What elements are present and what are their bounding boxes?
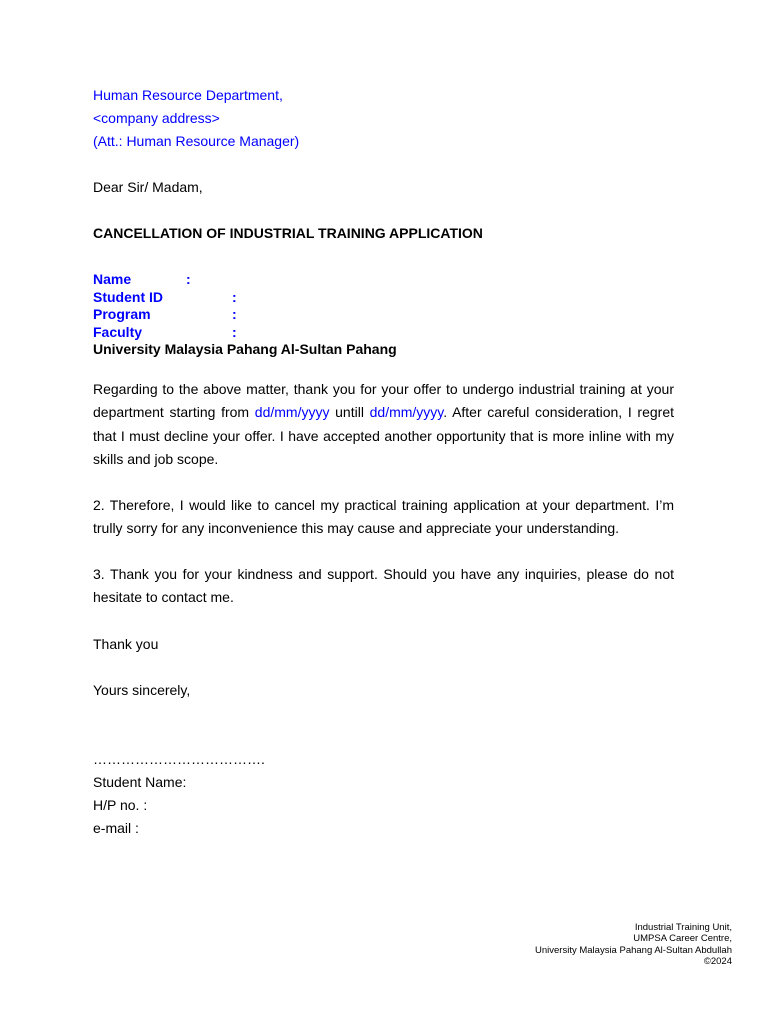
university-name: University Malaysia Pahang Al-Sultan Pahang <box>93 341 397 357</box>
program-colon: : <box>232 306 237 322</box>
footer <box>535 922 732 968</box>
footer-copyright: ©2024 <box>703 956 732 968</box>
yours-sincerely: Yours sincerely, <box>93 682 191 698</box>
recipient-attention: (Att.: Human Resource Manager) <box>93 133 300 149</box>
recipient-address: <company address> <box>93 110 220 126</box>
p1-text-a: Regarding to the above matter, thank you for your offer to undergo industrial training at your department starting from <box>93 381 674 421</box>
body-paragraph-2: 2. Therefore, I would like to cancel my practical training application at your department. I’m trully sorry for any inconvenience this may cause and appreciate your understanding. <box>93 497 674 537</box>
hp-number-label: H/P no. : <box>93 797 148 813</box>
faculty-colon: : <box>232 324 237 340</box>
end-date: dd/mm/yyyy <box>369 404 444 421</box>
student-id-label: Student ID <box>93 289 163 305</box>
faculty-label: Faculty <box>93 324 143 340</box>
p1-text-c: . After careful consideration, I regret that I must decline your offer. I have accepted another opportunity that is more inline with my skills and job scope. <box>93 404 674 467</box>
email-label: e-mail : <box>93 820 139 836</box>
signature-line: ………………………………. <box>93 751 265 767</box>
student-name-label: Student Name: <box>93 774 187 790</box>
body-paragraph-1 <box>93 378 674 471</box>
footer-university: University Malaysia Pahang Al-Sultan Abdullah <box>535 944 732 956</box>
program-label: Program <box>93 306 151 322</box>
footer-centre: UMPSA Career Centre, <box>633 933 732 945</box>
student-id-colon: : <box>232 289 237 305</box>
subject-heading: CANCELLATION OF INDUSTRIAL TRAINING APPLICATION <box>93 225 483 241</box>
footer-unit: Industrial Training Unit, <box>634 922 732 933</box>
body-paragraph-3: 3. Thank you for your kindness and support. Should you have any inquiries, please do not hesitate to contact me. <box>93 566 674 606</box>
recipient-department: Human Resource Department, <box>93 87 283 103</box>
start-date: dd/mm/yyyy <box>254 404 330 421</box>
name-label: Name <box>93 271 132 287</box>
p1-text-b: untill <box>329 404 370 421</box>
name-colon: : <box>186 271 191 287</box>
salutation: Dear Sir/ Madam, <box>93 179 203 195</box>
thank-you: Thank you <box>93 636 159 652</box>
